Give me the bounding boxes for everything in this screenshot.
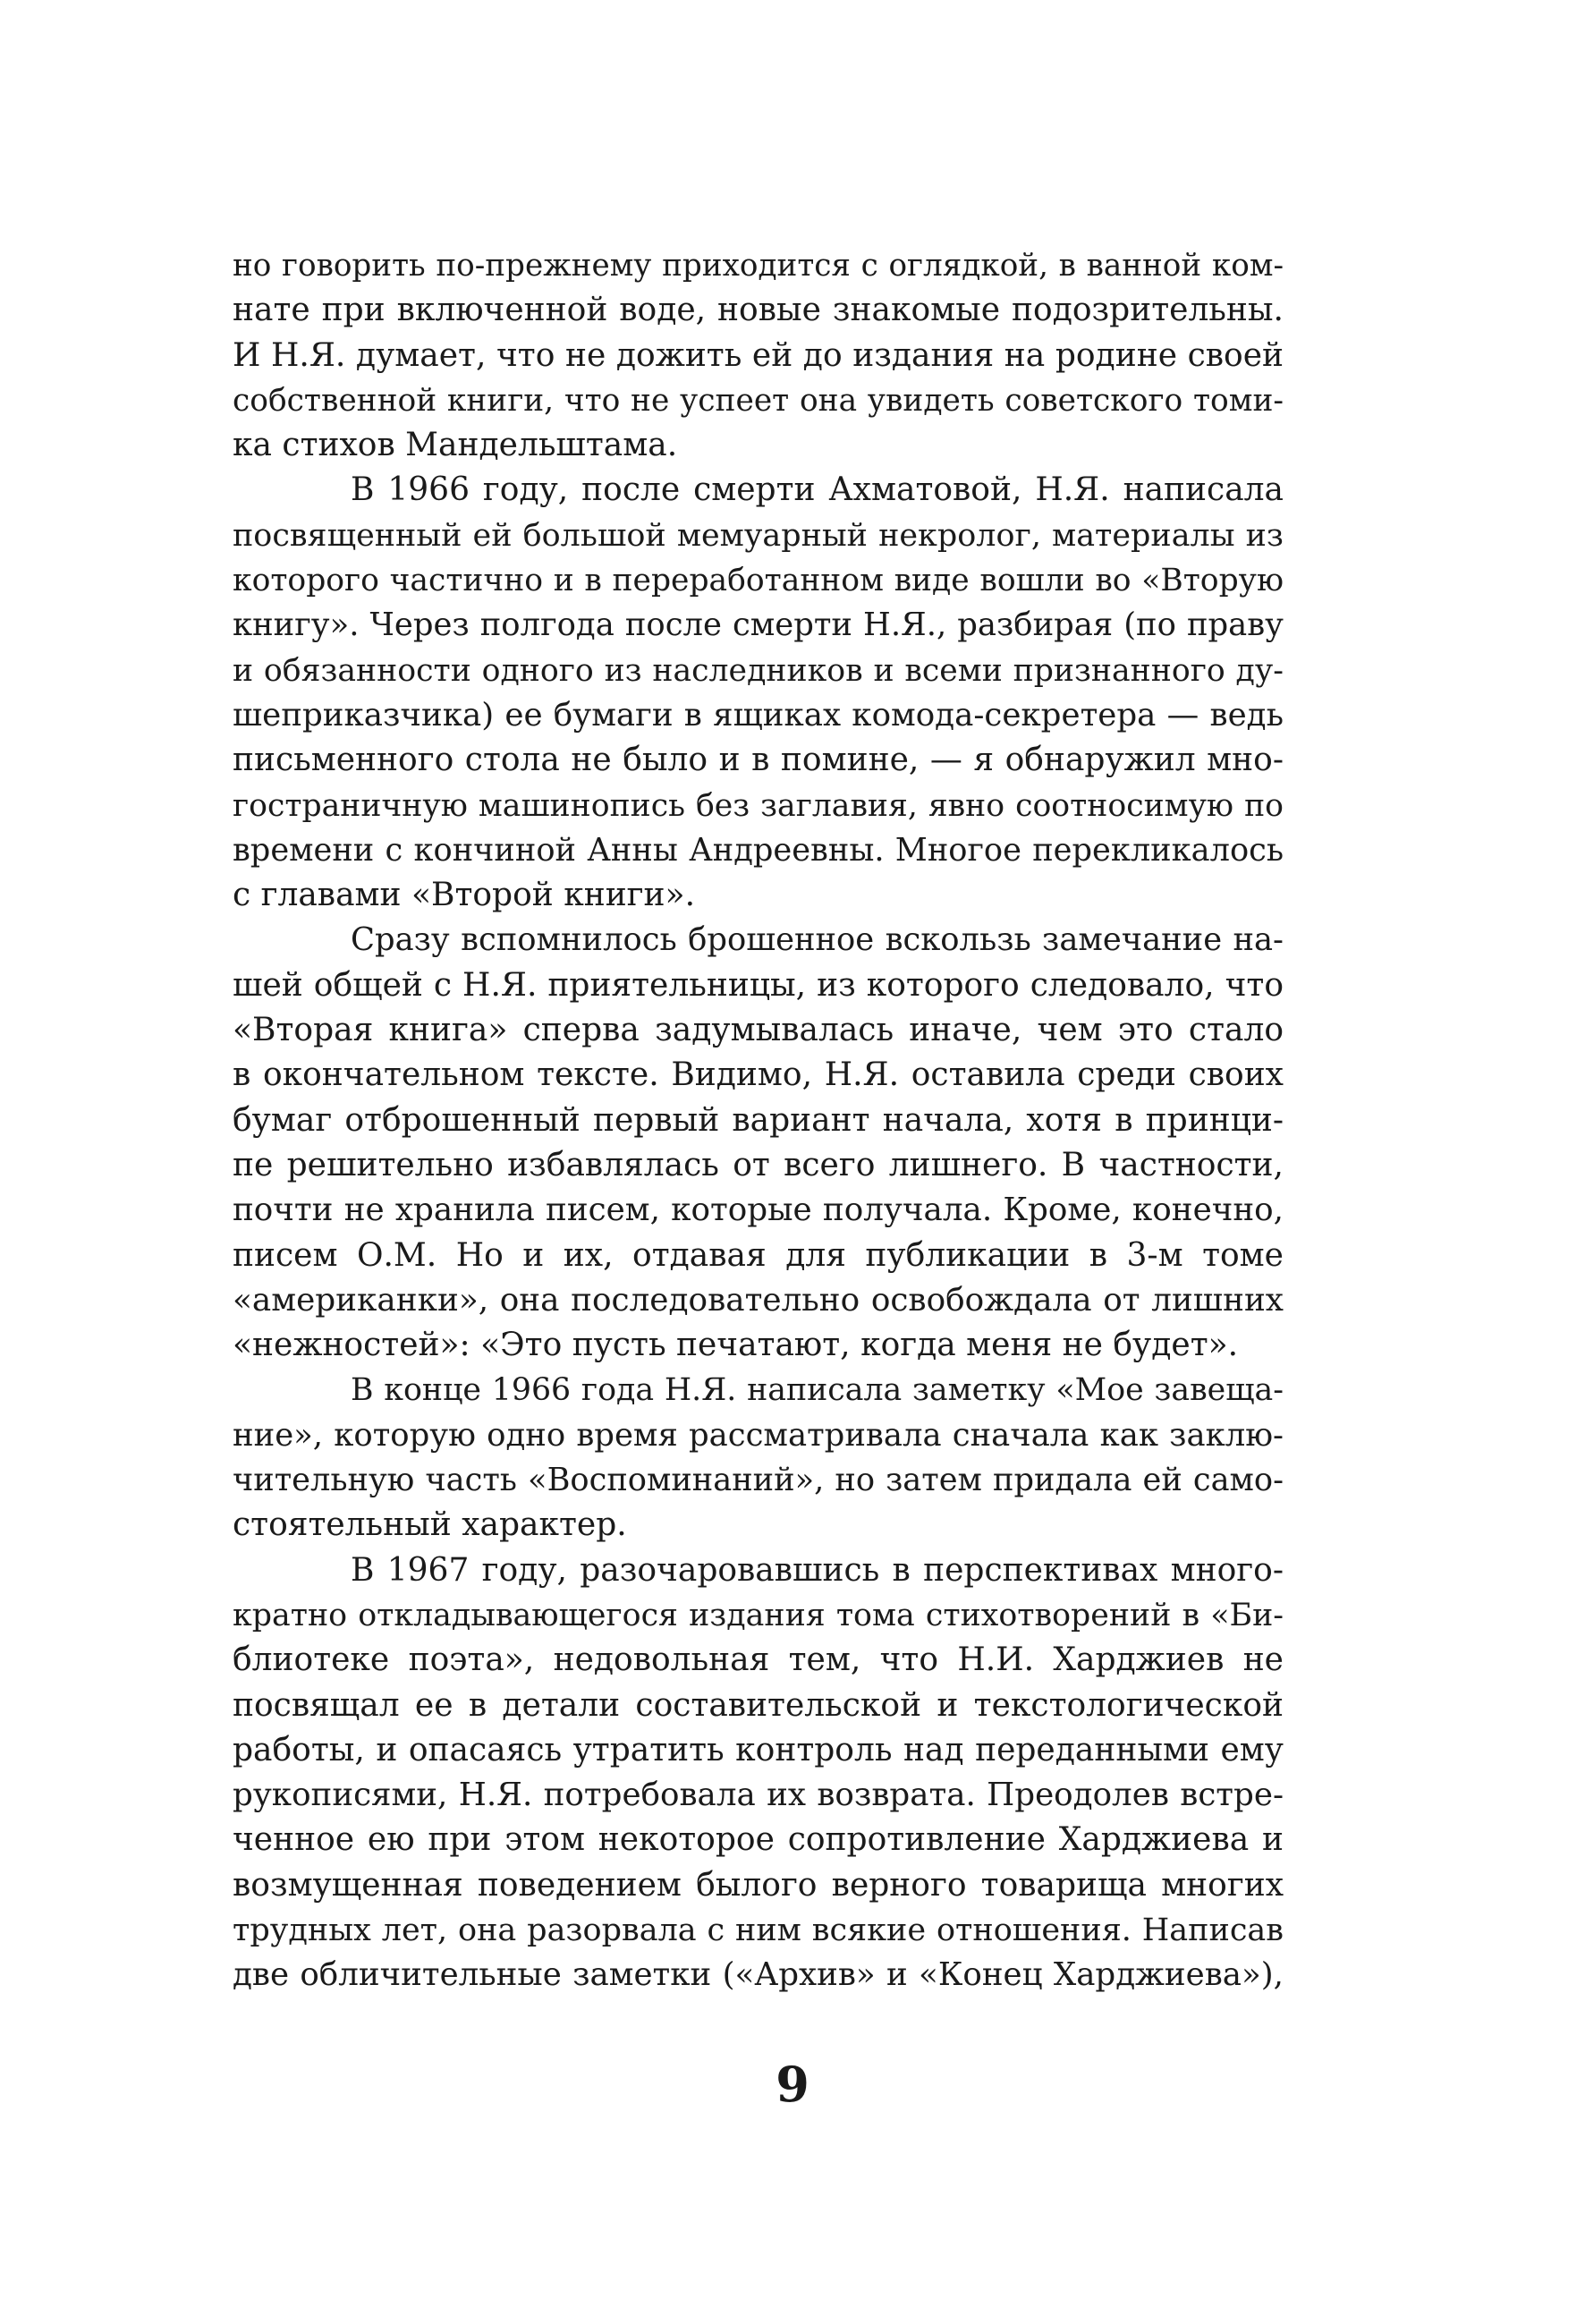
text-line: собственной книги, что не успеет она увидеть советского томи- [233, 382, 1284, 419]
text-line: которого частично и в переработанном виде вошли во «Вторую [233, 563, 1284, 599]
text-line: с главами «Второй книги». [233, 877, 696, 914]
text-line: шеприказчика) ее бумаги в ящиках комода-секретера — ведь [233, 696, 1284, 734]
text-line: И Н.Я. думает, что не дожить ей до издания на родине своей [233, 336, 1284, 374]
text-line: стоятельный характер. [233, 1506, 627, 1544]
text-line: гостраничную машинопись без заглавия, явно соотносимую по [233, 787, 1284, 824]
text-line: времени с кончиной Анны Андреевны. Многое перекликалось [233, 831, 1284, 869]
text-line: ка стихов Мандельштама. [233, 427, 678, 464]
text-line: две обличительные заметки («Архив» и «Конец Харджиева»), [233, 1956, 1284, 1994]
text-line: В 1967 году, разочаровавшись в перспективах много- [351, 1551, 1284, 1589]
text-line: пе решительно избавлялась от всего лишнего. В частности, [233, 1146, 1284, 1183]
text-line: ченное ею при этом некоторое сопротивление Харджиева и [233, 1821, 1284, 1859]
text-line: писем О.М. Но и их, отдавая для публикации в 3-м томе [233, 1236, 1284, 1274]
text-line: чительную часть «Воспоминаний», но затем придала ей само- [233, 1462, 1284, 1499]
text-line: кратно откладывающегося издания тома стихотворений в «Би- [233, 1597, 1284, 1633]
text-line: письменного стола не было и в помине, — я обнаружил мно- [233, 742, 1284, 779]
text-line: бумаг отброшенный первый вариант начала, хотя в принци- [233, 1101, 1284, 1139]
text-line: в окончательном тексте. Видимо, Н.Я. оставила среди своих [233, 1056, 1284, 1094]
text-line: «американки», она последовательно освобождала от лишних [233, 1281, 1284, 1319]
text-line: работы, и опасаясь утратить контроль над переданными ему [233, 1731, 1284, 1768]
body-text [233, 243, 1284, 1998]
text-line: ние», которую одно время рассматривала сначала как заклю- [233, 1416, 1284, 1454]
text-line: шей общей с Н.Я. приятельницы, из которого следовало, что [233, 966, 1284, 1004]
text-line: трудных лет, она разорвала с ним всякие отношения. Написав [233, 1912, 1284, 1948]
text-line: рукописями, Н.Я. потребовала их возврата. Преодолев встре- [233, 1777, 1284, 1814]
text-line: В конце 1966 года Н.Я. написала заметку «Мое завеща- [351, 1372, 1284, 1409]
text-line: «Вторая книга» сперва задумывалась иначе, чем это стало [233, 1012, 1284, 1049]
text-line: блиотеке поэта», недовольная тем, что Н.И. Харджиев не [233, 1641, 1284, 1679]
text-line: возмущенная поведением былого верного товарища многих [233, 1866, 1284, 1904]
text-line: посвящал ее в детали составительской и текстологической [233, 1686, 1284, 1724]
text-line: В 1966 году, после смерти Ахматовой, Н.Я. написала [351, 471, 1284, 509]
text-line: посвященный ей большой мемуарный некролог, материалы из [233, 517, 1284, 554]
text-line: почти не хранила писем, которые получала. Кроме, конечно, [233, 1192, 1284, 1229]
text-line: и обязанности одного из наследников и всеми признанного ду- [233, 652, 1284, 689]
text-line: «нежностей»: «Это пусть печатают, когда меня не будет». [233, 1327, 1239, 1364]
page-number: 9 [776, 2056, 809, 2113]
text-line: нате при включенной воде, новые знакомые подозрительны. [233, 292, 1284, 329]
text-line: но говорить по-прежнему приходится с оглядкой, в ванной ком- [233, 248, 1284, 284]
text-line: книгу». Через полгода после смерти Н.Я., разбирая (по праву [233, 606, 1284, 644]
text-line: Сразу вспомнилось брошенное вскользь замечание на- [351, 921, 1284, 959]
